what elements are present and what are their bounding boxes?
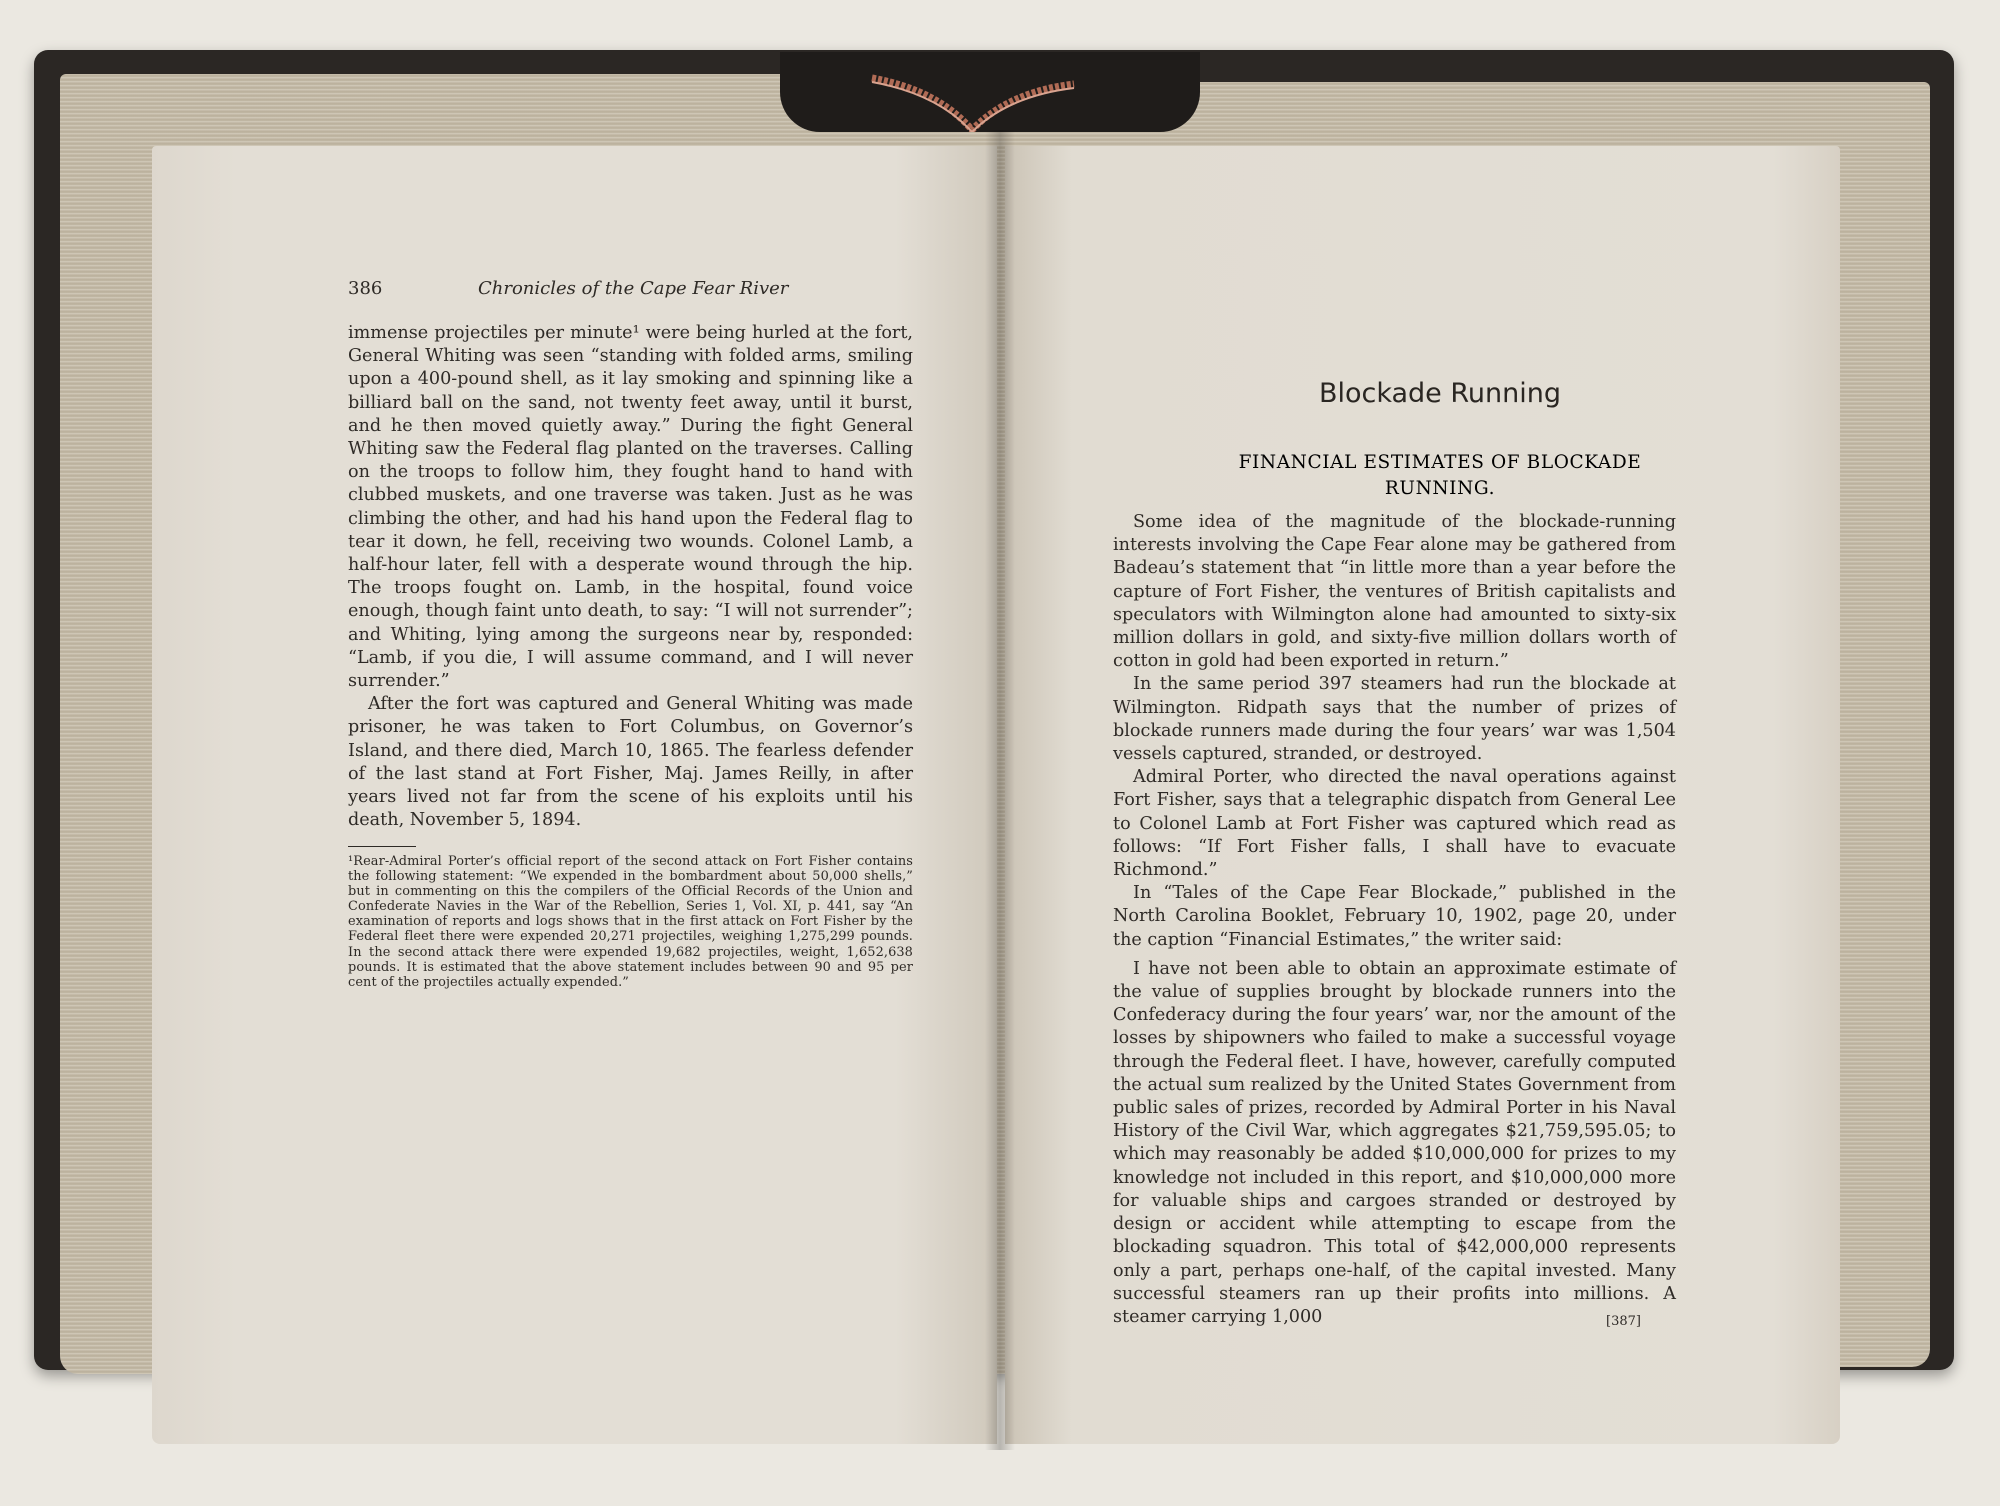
right-paragraph-3: Admiral Porter, who directed the naval operations against Fort Fisher, says that a telegraphic dispatch from General Lee to Colonel Lamb at Fort Fisher was captured which read as follows: “If Fort Fisher falls, I shall have to evacuate Richmond.” xyxy=(1113,767,1676,881)
book-gutter xyxy=(985,130,1015,1450)
page-number-left: 386 xyxy=(348,278,383,299)
right-paragraph-4: In “Tales of the Cape Fear Blockade,” published in the North Carolina Booklet, February 10, 1902, page 20, under the caption “Financial Estimates,” the writer said: xyxy=(1113,883,1676,950)
right-quoted-paragraph: I have not been able to obtain an approximate estimate of the value of supplies brought by blockade runners into the Confederacy during the four years’ war, nor the amount of the losses by shipowners who failed to make a successful voyage through the Federal fleet. I have, however, carefully computed the actual sum realized by the United States Government from public sales of prizes, recorded by Admiral Porter in his Naval History of the Civil War, which aggregates $21,759,595.05; to which may reasonably be added $10,000,000 for prizes to my knowledge not included in this report, and $10,000,000 more for valuable ships and cargoes stranded or destroyed by design or accident while attempting to escape from the blockading squadron. This total of $42,000,000 represents only a part, perhaps one-half, of the capital invested. Many successful steamers ran up their profits into millions. A steamer carrying 1,000 xyxy=(1113,958,1676,1327)
chapter-title: Blockade Running xyxy=(1318,378,1562,409)
left-paragraph-2: After the fort was captured and General Whiting was made prisoner, he was taken to Fort Columbus, on Governor’s Island, and there died, March 10, 1865. The fearless defender of the last stand at Fort Fisher, Maj. James Reilly, in after years lived not far from the scene of his exploits until his death, November 5, 1894. xyxy=(348,694,913,831)
section-title-line-2: RUNNING. xyxy=(1384,478,1496,499)
right-paragraph-1: Some idea of the magnitude of the blockade-running interests involving the Cape Fear alone may be gathered from Badeau’s statement that “in little more than a year before the capture of Fort Fisher, the ventures of British capitalists and speculators with Wilmington alone had amounted to sixty-six million dollars in gold, and sixty-five million dollars worth of cotton in gold had been exported in return.” xyxy=(1113,512,1676,672)
section-title xyxy=(1105,450,1775,502)
page-number-right: [387] xyxy=(1606,1314,1641,1329)
bookmark-ribbon xyxy=(868,70,1078,132)
footnote: ¹Rear-Admiral Porter’s official report of the second attack on Fort Fisher contains the following statement: “We expended in the bombardment about 50,000 shells,” but in commenting on this the compilers of the Official Records of the Union and Confederate Navies in the War of the Rebellion, Series 1, Vol. XI, p. 441, say “An examination of reports and logs shows that in the first attack on Fort Fisher by the Federal fleet there were expended 20,271 projectiles, weighing 1,275,299 pounds. In the second attack there were expended 19,682 projectiles, weight, 1,652,638 pounds. It is estimated that the above statement includes between 90 and 95 per cent of the projectiles actually expended.” xyxy=(348,854,913,990)
left-page-body xyxy=(348,322,913,832)
right-paragraph-2: In the same period 397 steamers had run the blockade at Wilmington. Ridpath says that the number of prizes of blockade runners made during the four years’ war was 1,504 vessels captured, stranded, or destroyed. xyxy=(1113,674,1676,765)
footnote-rule xyxy=(348,846,416,847)
right-page-body xyxy=(1113,511,1676,1329)
section-title-line-1: FINANCIAL ESTIMATES OF BLOCKADE xyxy=(1238,452,1642,473)
running-head-title: Chronicles of the Cape Fear River xyxy=(478,278,789,299)
left-paragraph-1: immense projectiles per minute¹ were being hurled at the fort, General Whiting was seen “standing with folded arms, smiling upon a 400-pound shell, as it lay smoking and spinning like a billiard ball on the sand, not twenty feet away, until it burst, and he then moved quietly away.” During the fight General Whiting saw the Federal flag planted on the traverses. Calling on the troops to follow him, they fought hand to hand with clubbed muskets, and one traverse was taken. Just as he was climbing the other, and had his hand upon the Federal flag to tear it down, he fell, receiving two wounds. Colonel Lamb, a half-hour later, fell with a desperate wound through the hip. The troops fought on. Lamb, in the hospital, found voice enough, though faint unto death, to say: “I will not surrender”; and Whiting, lying among the surgeons near by, responded: “Lamb, if you die, I will assume command, and I will never surrender.” xyxy=(348,323,913,692)
